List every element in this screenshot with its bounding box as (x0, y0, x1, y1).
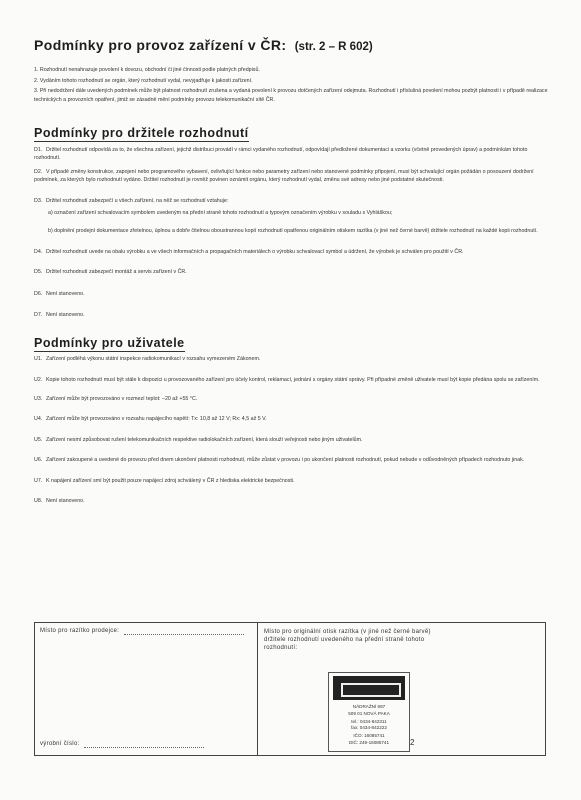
seller-stamp-label: Místo pro razítko prodejce: (40, 628, 120, 634)
holder-item-d7 (34, 311, 544, 319)
holder-heading-wrap (34, 124, 249, 142)
item-key: D3. (34, 198, 43, 204)
holder-stamp-label-line: rozhodnutí: (264, 645, 298, 651)
item-key: D5. (34, 269, 43, 275)
item-text: a) označení zařízení schvalovacím symbolem uvedeným na přední straně tohoto rozhodnutí a typovým označením výrobku v souladu s Vyhláškou; (48, 210, 393, 216)
company-stamp (328, 672, 410, 752)
intro-item: 1. Rozhodnutí nenahrazuje povolení k dovozu, obchodní či jiné činnosti podle platných předpisů. (34, 67, 260, 73)
item-text: Zařízení nesmí způsobovat rušení telekomunikačních respektive radiolokačních zařízení, která slouží veřejnosti nebo jiným uživatelům. (46, 437, 363, 443)
item-key: D1. (34, 147, 43, 153)
item-key: U6. (34, 457, 43, 463)
item-key: U3. (34, 396, 43, 402)
item-text: Není stanoveno. (46, 291, 85, 297)
seller-stamp-line (124, 634, 244, 635)
item-key: U2. (34, 377, 43, 383)
item-text: Zařízení může být provozováno v rozsahu napájecího napětí: Tx: 10,8 až 12 V; Rx: 4,5 až 5 V. (46, 416, 267, 422)
item-text: K napájení zařízení smí být použit pouze napájecí zdroj schválený v ČR z hlediska elektrické bezpečnosti. (46, 478, 295, 484)
user-item-u7 (34, 477, 544, 485)
holder-item-d1 (34, 146, 544, 162)
item-key: U4. (34, 416, 43, 422)
holder-heading: Podmínky pro držitele rozhodnutí (34, 126, 249, 140)
user-item-u5 (34, 436, 544, 444)
item-key: D6. (34, 291, 43, 297)
holder-stamp-label-line: držitele rozhodnutí uvedeného na přední straně tohoto (264, 637, 425, 643)
holder-item-d2 (34, 168, 544, 184)
user-item-u3 (34, 395, 544, 403)
item-text: Držitel rozhodnutí uvede na obalu výrobku a ve všech informačních a propagačních materiálech o výrobku schvalovací symbol a údržení, že výrobek je schválen pro použití v ČR. (46, 249, 464, 255)
stamp-city: 509 01 NOVÁ PAKA (348, 711, 390, 716)
item-text: Zařízení podléhá výkonu státní inspekce radiokomunikací v rozsahu vymezeném Zákonem. (46, 356, 261, 362)
item-text: Držitel rozhodnutí zabezpečí u všech zařízení, na něž se rozhodnutí vztahuje: (46, 198, 229, 204)
intro-section (34, 66, 554, 106)
title-text: Podmínky pro provoz zařízení v ČR: (34, 37, 287, 53)
user-item-u1 (34, 355, 544, 363)
item-key: U5. (34, 437, 43, 443)
intro-item: 2. Vydáním tohoto rozhodnutí se orgán, který rozhodnutí vydal, nevyjadřuje k jakosti zařízení. (34, 77, 253, 84)
page-title (34, 37, 373, 53)
holder-item-d6 (34, 290, 544, 298)
holder-item-d5 (34, 268, 544, 276)
item-key: D2. (34, 169, 43, 175)
item-text: Není stanoveno. (46, 498, 85, 504)
holder-item-d3b (34, 227, 544, 235)
item-text: V případě změny konstrukce, zapojení nebo programového vybavení, ovlivňující funkce nebo parametry zařízení nebo stanovené podmínky připojení, musí být schvalující orgán požádán o posouzení dodržení podmínek, za kterých bylo rozhodnutí vydáno. Držitel rozhodnutí je rovněž povinen oznámit orgánu, který rozhodnutí vydal, změnu své adresy nebo jiné podstatné skutečnosti. (34, 169, 534, 184)
item-key: U8. (34, 498, 43, 504)
stamp-address: NÁDRAŽNÍ 897 (352, 704, 386, 709)
holder-stamp-label (264, 628, 542, 652)
holder-item-d4 (34, 248, 544, 256)
stamp-phone: tel.: 0434-842311 (351, 719, 387, 724)
item-key: U7. (34, 478, 43, 484)
box-divider (257, 623, 258, 755)
holder-stamp-label-line: Místo pro originální otisk razítka (v jiné než černé barvě) (264, 629, 431, 635)
stamp-number: 2 (410, 738, 415, 747)
holder-item-d3 (34, 197, 544, 205)
stamp-ico: IČO: 16085741 (353, 733, 385, 738)
page-reference: (str. 2 – R 602) (294, 41, 373, 53)
item-text: Kopie tohoto rozhodnutí musí být stále k dispozici u provozovaného zařízení pro účely kontrol, reklamací, jednání s orgány státní správy. Při případné změně uživatele musí být kopie předána spolu se zařízením. (46, 377, 540, 383)
item-text: Držitel rozhodnutí odpovídá za to, že všechna zařízení, jejichž distribuci provádí v rámci vydaného rozhodnutí, odpovídají předložené dokumentaci a vzorku (včetně provedených úprav) a podmínkám tohoto rozhodnutí. (34, 147, 528, 162)
serial-number-line (84, 747, 204, 748)
item-key: U1. (34, 356, 43, 362)
item-text: Zařízení může být provozováno v rozmezí teplot: –20 až +55 °C. (46, 396, 198, 402)
stamp-dic: DIČ: 249-16085741 (348, 740, 390, 745)
serial-number-label: výrobní číslo: (40, 741, 80, 747)
user-item-u2 (34, 376, 544, 384)
intro-item: 3. Při nedodržení dále uvedených podmínek může být platnost rozhodnutí zrušena a vydaná povolení k provozu dotčených zařízení odejmuta. Rozhodnutí i příslušná povolení mohou pozbýt platnosti i v případě realizace technických a provozních opatření, jimiž se zásadně mění podmínky provozu telekomunikační sítě ČR. (34, 88, 548, 103)
user-heading: Podmínky pro uživatele (34, 336, 185, 350)
user-heading-wrap (34, 334, 185, 352)
item-text: b) doplnění prodejní dokumentace zřetelnou, úplnou a dobře čitelnou oboustrannou kopií rozhodnutí opatřenou originálním otiskem razítka (v jiné než černé barvě) držitele rozhodnutí na každé kopii rozhodnutí. (48, 228, 538, 234)
item-text: Držitel rozhodnutí zabezpečí montáž a servis zařízení v ČR. (46, 269, 187, 275)
user-item-u8 (34, 497, 544, 505)
item-text: Není stanoveno. (46, 312, 85, 318)
item-key: D7. (34, 312, 43, 318)
user-item-u4 (34, 415, 544, 423)
item-text: Zařízení zakoupené a uvedené do provozu před dnem ukončení platnosti rozhodnutí, může zůstat v provozu i po ukončení platnosti rozhodnutí, pokud nebude v odůvodněných případech rozhodnuto jinak. (46, 457, 525, 463)
holder-item-d3a (34, 209, 544, 217)
user-item-u6 (34, 456, 544, 464)
item-key: D4. (34, 249, 43, 255)
company-logo (333, 676, 405, 700)
stamp-fax: fax: 0434-842222 (351, 725, 387, 730)
